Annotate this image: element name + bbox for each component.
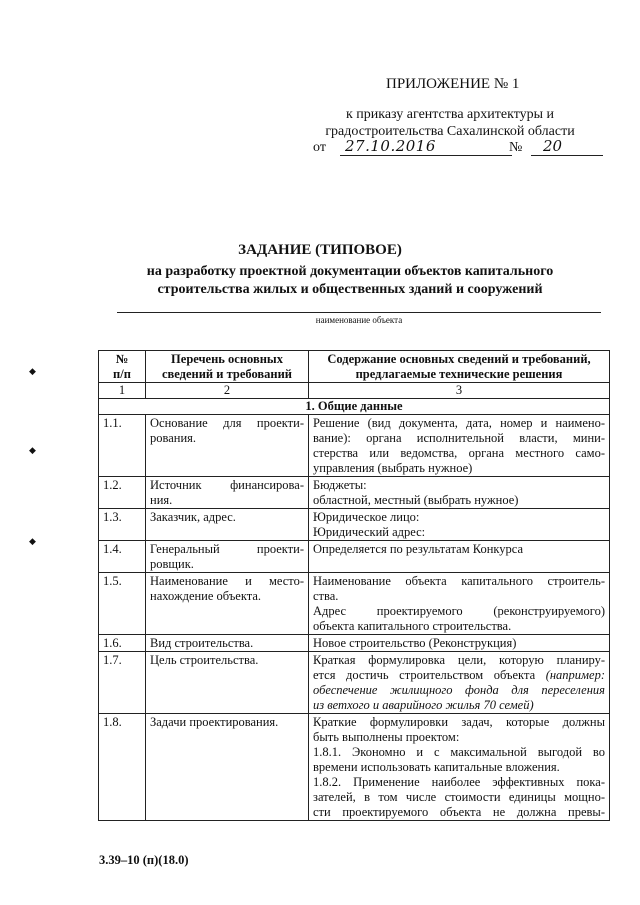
row-content: Определяется по результатам Конкурса [309,541,610,573]
row-content: Краткие формулировки задач, которые должны быть выполнены проектом: 1.8.1. Экономно и с максимальной выгодой во времени использовать капитальные вложения. 1.8.2. Применение наиболее эффективных пока- зателей, в том числе стоимости единицы мощно- сти проектируемого объекта не должна превы- [309,714,610,821]
row-content: Новое строительство (Реконструкция) [309,635,610,652]
table-row [99,415,610,477]
table-header-row [99,351,610,383]
row-name: Наименование и место- нахождение объекта. [146,573,309,635]
row-content: Решение (вид документа, дата, номер и наимено- вание): органа исполнительной власти, мини- стерства или ведомства, органа местного само- управления (выбрать нужное) [309,415,610,477]
header-list: Перечень основных сведений и требований [146,351,309,383]
row-number: 1.1. [99,415,146,477]
row-content: Наименование объекта капитального строитель- ства. Адрес проектируемого (реконструируемого) объекта капитального строительства. [309,573,610,635]
row-number: 1.6. [99,635,146,652]
row-name: Задачи проектирования. [146,714,309,821]
handwritten-date: 27.10.2016 [345,137,436,155]
table-row [99,714,610,821]
document-subtitle-line-1: на разработку проектной документации объектов капитального [146,264,554,279]
object-name-caption: наименование объекта [315,315,403,325]
index-cell: 2 [146,383,309,399]
section-row [99,399,610,415]
punch-hole-mark: ◆ [29,366,36,376]
table-index-row [99,383,610,399]
document-title: ЗАДАНИЕ (ТИПОВОЕ) [238,242,402,258]
row-name: Цель строительства. [146,652,309,714]
punch-hole-mark: ◆ [29,536,36,546]
from-label: от [313,140,326,155]
table-row [99,541,610,573]
row-name: Основание для проекти- рования. [146,415,309,477]
table-row [99,477,610,509]
row-number: 1.8. [99,714,146,821]
row-number: 1.7. [99,652,146,714]
table-row [99,509,610,541]
row-number: 1.4. [99,541,146,573]
number-underline [531,155,603,156]
row-content: Краткая формулировка цели, которую планиру- ется достичь строительством объекта (например: обеспечение жилищного фонда для переселения из ветхого и аварийного жилья 70 семей) [309,652,610,714]
index-cell: 3 [309,383,610,399]
order-date-number-row [313,139,613,159]
row-content: Бюджеты: областной, местный (выбрать нужное) [309,477,610,509]
table-row [99,652,610,714]
index-cell: 1 [99,383,146,399]
table-row [99,635,610,652]
date-underline [340,155,512,156]
annex-order-line-2: градостроительства Сахалинской области [325,124,575,139]
requirements-table [98,350,610,821]
row-number: 1.3. [99,509,146,541]
row-content: Юридическое лицо: Юридический адрес: [309,509,610,541]
number-label: № [509,140,523,155]
document-code: 3.39–10 (п)(18.0) [99,853,189,867]
table-row [99,573,610,635]
annex-title: ПРИЛОЖЕНИЕ № 1 [386,76,520,92]
section-title: 1. Общие данные [99,399,610,415]
row-name: Источник финансирова- ния. [146,477,309,509]
row-name: Генеральный проекти- ровщик. [146,541,309,573]
row-name: Вид строительства. [146,635,309,652]
row-number: 1.2. [99,477,146,509]
document-subtitle-line-2: строительства жилых и общественных зданий и сооружений [157,282,543,297]
object-name-line [117,312,601,313]
row-name: Заказчик, адрес. [146,509,309,541]
punch-hole-mark: ◆ [29,445,36,455]
header-num: № п/п [99,351,146,383]
header-content: Содержание основных сведений и требований, предлагаемые технические решения [309,351,610,383]
handwritten-number: 20 [543,137,563,155]
row-number: 1.5. [99,573,146,635]
annex-order-line-1: к приказу агентства архитектуры и [345,107,555,122]
